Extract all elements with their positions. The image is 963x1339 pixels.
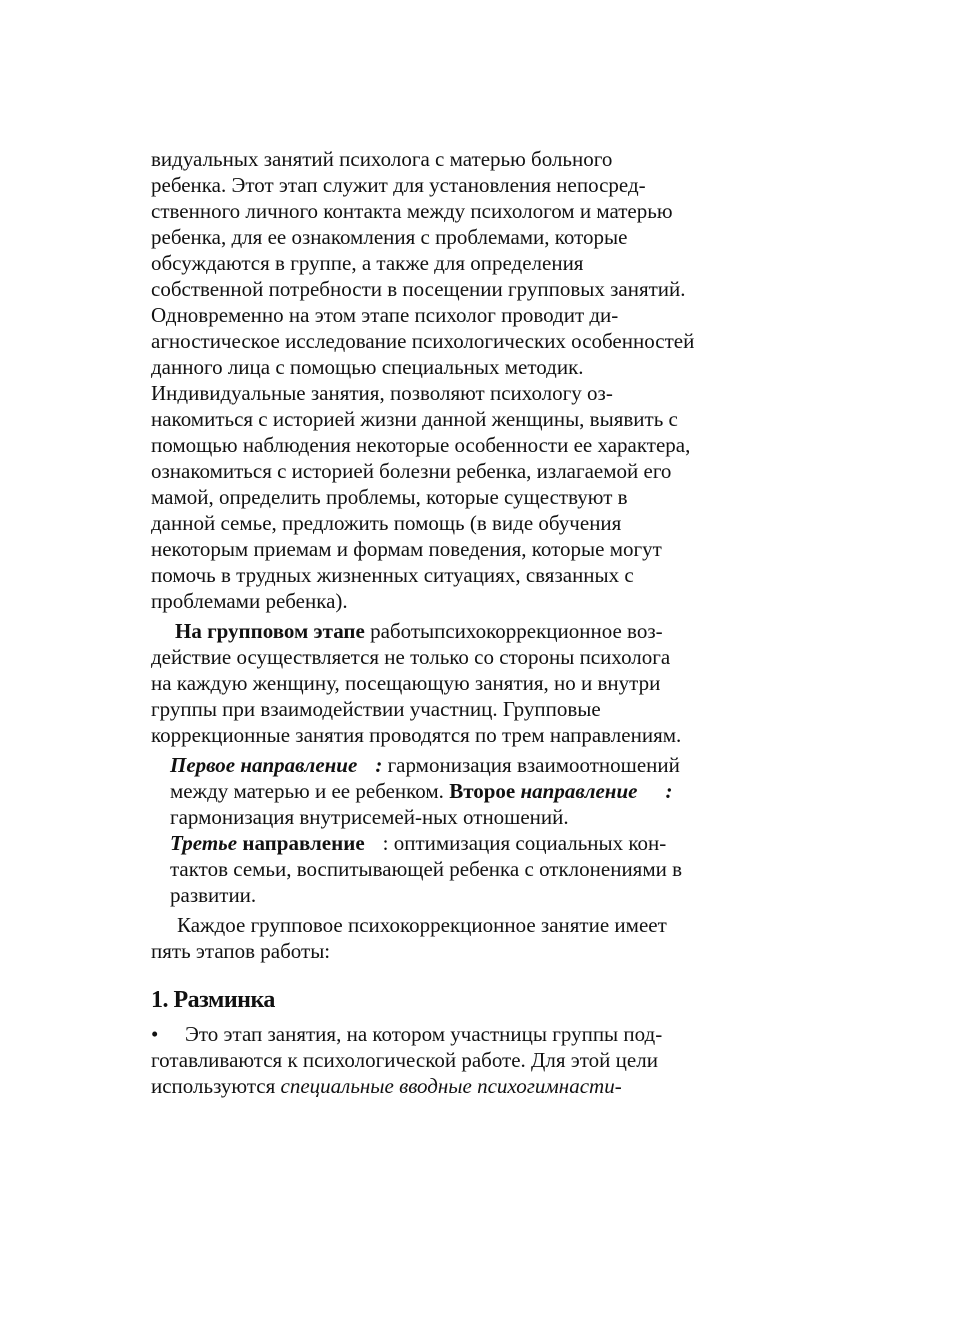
direction-first-label: Первое направление — [170, 753, 358, 777]
text-italic: специальные вводные психогимнасти- — [280, 1074, 622, 1098]
direction-third-label: направление — [242, 831, 365, 855]
direction-second-colon: : — [665, 779, 673, 803]
lead-rest: работыпсихокоррекционное воз- — [364, 619, 663, 643]
paragraph-five-stages — [151, 912, 667, 964]
text-line: ознакомиться с историей болезни ребенка, излагаемой его — [151, 459, 672, 483]
text-line: готавливаются к психологической работе. Для этой цели — [151, 1048, 658, 1072]
text-line: некоторым приемам и формам поведения, которые могут — [151, 537, 662, 561]
text-line: помощью наблюдения некоторые особенности ее характера, — [151, 433, 691, 457]
directions-block — [170, 752, 682, 908]
paragraph-group-stage — [151, 618, 681, 748]
direction-first — [170, 752, 682, 778]
text-line: группы при взаимодействии участниц. Групповые — [151, 697, 601, 721]
text-line: мамой, определить проблемы, которые существуют в — [151, 485, 628, 509]
text-line: ственного личного контакта между психологом и матерью — [151, 199, 673, 223]
text-line — [170, 778, 682, 804]
direction-first-text: гармонизация взаимоотношений — [382, 753, 680, 777]
text-line: видуальных занятий психолога с матерью больного — [151, 147, 613, 171]
text-line — [151, 1073, 662, 1099]
text-line: данной семье, предложить помощь (в виде обучения — [151, 511, 622, 535]
text-line: ребенка. Этот этап служит для установления непосред- — [151, 173, 646, 197]
text-line — [151, 912, 667, 938]
direction-third — [170, 830, 682, 856]
text-plain: используются — [151, 1074, 281, 1098]
text-line-content: Каждое групповое психокоррекционное занятие имеет — [177, 913, 667, 937]
bullet-line — [151, 1021, 662, 1047]
text-line — [151, 618, 681, 644]
text-line: накомиться с историей жизни данной женщины, выявить с — [151, 407, 678, 431]
direction-second-label-italic: направление — [520, 779, 638, 803]
text-line: помочь в трудных жизненных ситуациях, связанных с — [151, 563, 634, 587]
text-line: данного лица с помощью специальных методик. — [151, 355, 584, 379]
paragraph-warmup — [151, 1021, 662, 1099]
text-line: обсуждаются в группе, а также для определения — [151, 251, 584, 275]
text-line: коррекционные занятия проводятся по трем направлениям. — [151, 723, 682, 747]
text-line: собственной потребности в посещении групповых занятий. — [151, 277, 686, 301]
direction-first-text-cont: между матерью и ее ребенком. — [170, 779, 444, 803]
text-line: Одновременно на этом этапе психолог проводит ди- — [151, 303, 619, 327]
text-line: развитии. — [170, 883, 257, 907]
text-line: действие осуществляется не только со стороны психолога — [151, 645, 671, 669]
bullet-text: Это этап занятия, на котором участницы группы под- — [185, 1022, 663, 1046]
text-line: тактов семьи, воспитывающей ребенка с отклонениями в — [170, 857, 683, 881]
text-line: пять этапов работы: — [151, 939, 331, 963]
text-line: агностическое исследование психологических особенностей — [151, 329, 695, 353]
section-heading: 1. Разминка — [151, 987, 275, 1013]
direction-third-text: : оптимизация социальных кон- — [382, 831, 667, 855]
direction-second-text: гармонизация внутрисемей-ных отношений. — [170, 805, 569, 829]
text-line: на каждую женщину, посещающую занятия, но и внутри — [151, 671, 661, 695]
direction-second-label: Второе — [449, 779, 516, 803]
direction-third-label-italic: Третье — [170, 831, 238, 855]
bullet-icon: • — [151, 1022, 159, 1046]
paragraph-individual-stage — [151, 146, 694, 614]
bold-lead: На групповом этапе — [175, 619, 365, 643]
text-line: Индивидуальные занятия, позволяют психологу оз- — [151, 381, 613, 405]
direction-first-colon: : — [375, 753, 383, 777]
text-line: ребенка, для ее ознакомления с проблемами, которые — [151, 225, 628, 249]
text-line: проблемами ребенка). — [151, 589, 348, 613]
